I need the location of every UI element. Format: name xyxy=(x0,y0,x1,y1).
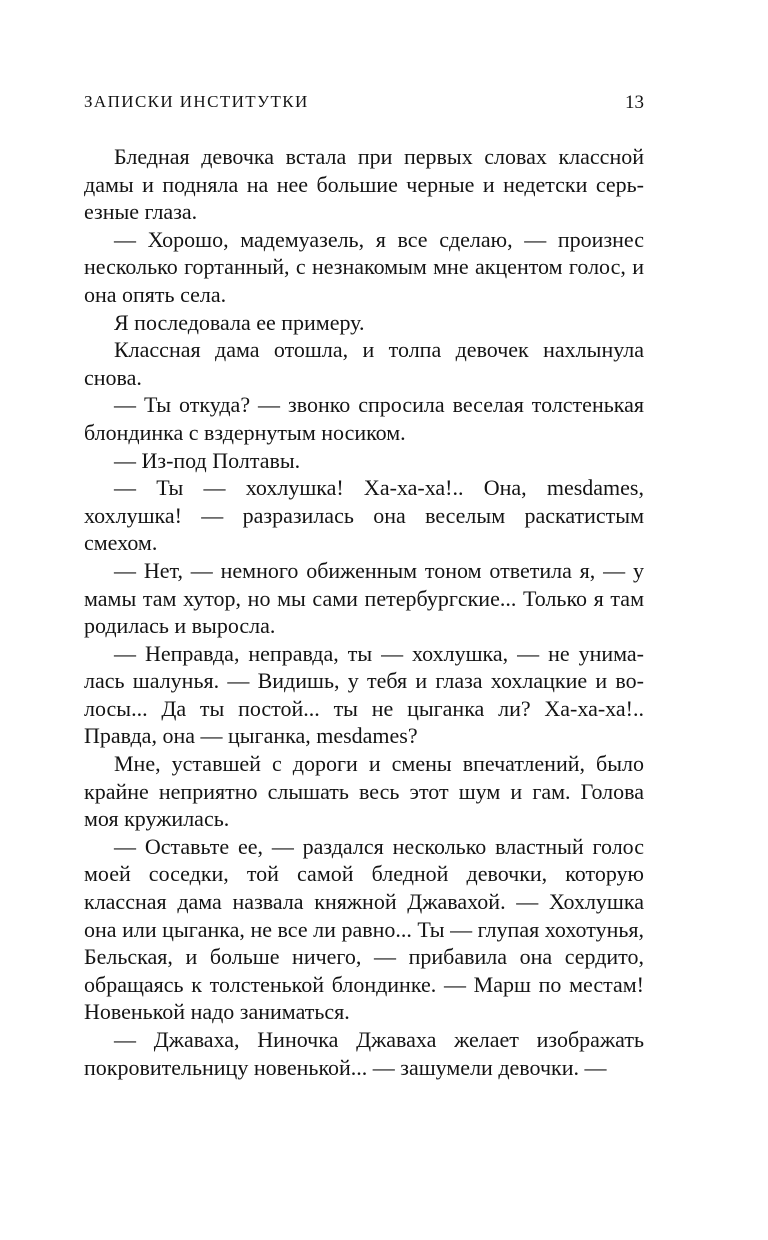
paragraph: Мне, уставшей с дороги и смены впечатлений, было крайне неприятно слышать весь этот шум и гам. Голова моя кружилась. xyxy=(84,751,644,832)
paragraph: Бледная девочка встала при первых словах классной дамы и подняла на нее большие черные и недетски серьезные глаза. xyxy=(84,144,644,225)
running-title: ЗАПИСКИ ИНСТИТУТКИ xyxy=(84,92,309,111)
page-header xyxy=(84,92,644,120)
paragraph: — Нет, — немного обиженным тоном ответила я, — у мамы там хутор, но мы сами петербургские... Только я там родилась и выросла. xyxy=(84,557,644,639)
paragraph: — Оставьте ее, — раздался несколько властный голос моей соседки, той самой бледной девочки, которую классная дама назвала княжной Джавахой. — Хохлушка она или цыганка, не все ли равно... Ты — глупая хохотунья, Бельская, и больше ничего, — прибавила она сердито, обращаясь к толстенькой блондинке. — Марш по местам! Новенькой надо заниматься. xyxy=(84,833,644,1025)
paragraph: Я последовала ее примеру. xyxy=(114,309,365,335)
body-text xyxy=(84,143,644,1081)
paragraph: — Из-под Полтавы. xyxy=(114,447,301,473)
paragraph: — Хорошо, мадемуазель, я все сделаю, — произнес несколько гортанный, с незнакомым мне акцентом голос, и она опять села. xyxy=(84,226,644,307)
paragraph: — Неправда, неправда, ты — хохлушка, — не унималась шалунья. — Видишь, у тебя и глаза хохлацкие и волосы... Да ты постой... ты не цыганка ли? Ха-ха-ха!.. Правда, она — цыганка, mesdames? xyxy=(84,640,644,749)
paragraph: — Ты — хохлушка! Ха-ха-ха!.. Она, mesdames, хохлушка! — разразилась она веселым раскатистым смехом. xyxy=(84,475,644,556)
paragraph: Классная дама отошла, и толпа девочек нахлынула снова. xyxy=(84,337,644,390)
page-number: 13 xyxy=(625,92,644,113)
paragraph: — Джаваха, Ниночка Джаваха желает изображать покровительницу новенькой... — зашумели девочки. — xyxy=(84,1027,644,1080)
paragraph: — Ты откуда? — звонко спросила веселая толстенькая блондинка с вздернутым носиком. xyxy=(84,392,644,445)
